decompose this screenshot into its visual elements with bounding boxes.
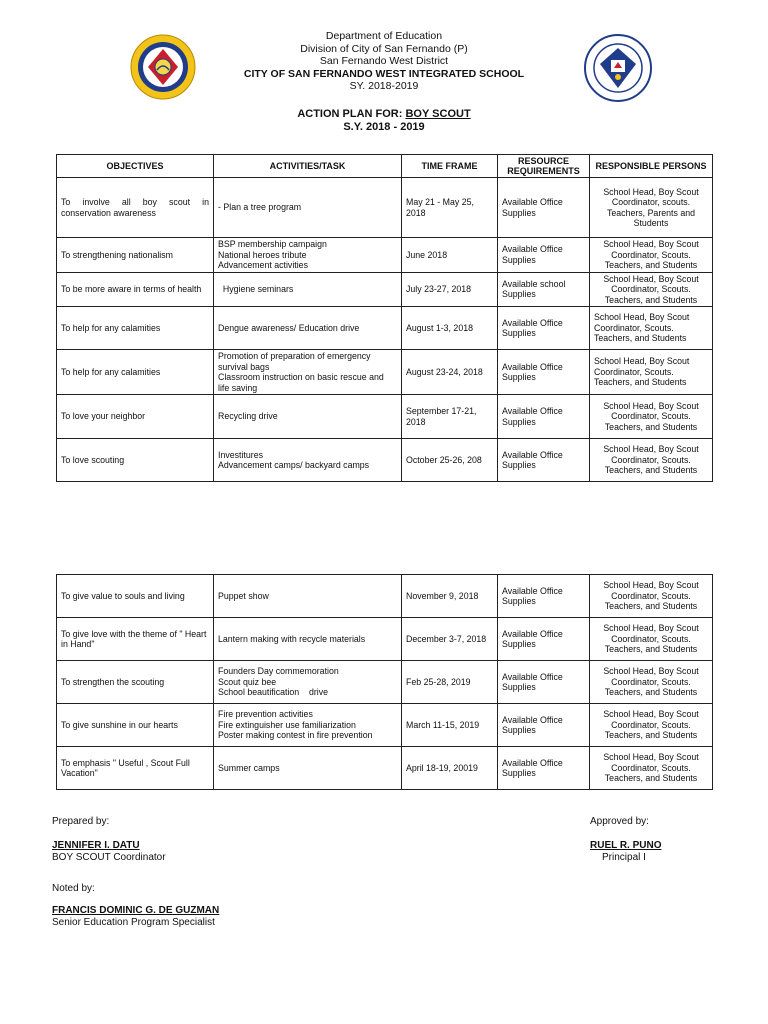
table-row [57, 178, 713, 238]
plan-title-subject: BOY SCOUT [405, 108, 471, 120]
activities-cell [214, 350, 402, 395]
activity-item: Advancement camps/ backyard camps [218, 460, 370, 470]
objective-cell: To love your neighbor [57, 395, 214, 439]
responsible-cell: School Head, Boy Scout Coordinator, Scouts. Teachers, and Students [590, 618, 713, 661]
responsible-cell: School Head, Boy Scout Coordinator, Scouts. Teachers, and Students [590, 272, 713, 307]
responsible-cell: School Head, Boy Scout Coordinator, Scouts. Teachers, and Students [590, 747, 713, 790]
activities-cell [214, 661, 402, 704]
activities-cell [214, 704, 402, 747]
table-row [57, 661, 713, 704]
activities-cell [214, 178, 402, 238]
time-frame-cell: April 18-19, 20019 [402, 747, 498, 790]
resource-cell: Available school Supplies [498, 272, 590, 307]
time-frame-cell: July 23-27, 2018 [402, 272, 498, 307]
resource-cell: Available Office Supplies [498, 395, 590, 439]
time-frame-cell: November 9, 2018 [402, 575, 498, 618]
activity-item: Puppet show [218, 590, 269, 601]
header-activities: ACTIVITIES/TASK [214, 155, 402, 178]
resource-cell: Available Office Supplies [498, 178, 590, 238]
table-row [57, 238, 713, 273]
approved-label: Approved by: [590, 816, 649, 827]
time-frame-cell: Feb 25-28, 2019 [402, 661, 498, 704]
header-responsible: RESPONSIBLE PERSONS [590, 155, 713, 178]
school-name: CITY OF SAN FERNANDO WEST INTEGRATED SCHOOL [243, 67, 525, 80]
noted-name: FRANCIS DOMINIC G. DE GUZMAN [52, 905, 220, 916]
time-frame-cell: May 21 - May 25, 2018 [402, 178, 498, 238]
activity-item: Advancement activities [218, 260, 308, 270]
responsible-cell: School Head, Boy Scout Coordinator, Scouts. Teachers, and Students [590, 238, 713, 273]
objective-cell: To strengthening nationalism [57, 238, 214, 273]
activity-item: Hygiene seminars [218, 284, 294, 294]
header-objectives: OBJECTIVES [57, 155, 214, 178]
resource-cell: Available Office Supplies [498, 307, 590, 350]
table-row [57, 618, 713, 661]
header-time-frame: TIME FRAME [402, 155, 498, 178]
time-frame-cell: October 25-26, 208 [402, 439, 498, 482]
table-row [57, 747, 713, 790]
noted-label: Noted by: [52, 883, 95, 894]
header-resource: RESOURCE REQUIREMENTS [498, 155, 590, 178]
activity-item: BSP membership campaign [218, 239, 327, 249]
activity-item: Promotion of preparation of emergency survival bags [218, 351, 374, 372]
responsible-cell: School Head, Boy Scout Coordinator, Scouts. Teachers, and Students [590, 395, 713, 439]
activities-cell [214, 238, 402, 273]
time-frame-cell: August 1-3, 2018 [402, 307, 498, 350]
plan-title-prefix: ACTION PLAN FOR: [297, 108, 406, 120]
prepared-name: JENNIFER I. DATU [52, 840, 140, 851]
resource-cell: Available Office Supplies [498, 661, 590, 704]
activities-cell [214, 272, 402, 307]
activity-item: Dengue awareness/ Education drive [218, 322, 360, 333]
resource-cell: Available Office Supplies [498, 439, 590, 482]
activities-cell [214, 439, 402, 482]
approved-block [590, 816, 662, 864]
activity-item: Lantern making with recycle materials [218, 633, 366, 644]
activity-item: Fire prevention activities [218, 709, 313, 720]
activity-item: Summer camps [218, 762, 280, 773]
resource-cell: Available Office Supplies [498, 575, 590, 618]
action-plan-table-continued [56, 574, 713, 790]
responsible-cell: School Head, Boy Scout Coordinator, Scouts. Teachers, and Students [590, 704, 713, 747]
letterhead [0, 30, 768, 93]
school-year: SY. 2018-2019 [349, 80, 419, 92]
activities-cell [214, 747, 402, 790]
responsible-cell: School Head, Boy Scout Coordinator, Scouts. Teachers, and Students [590, 307, 713, 350]
division-line: Division of City of San Fernando (P) [300, 42, 468, 55]
district-line: San Fernando West District [319, 55, 449, 67]
objective-cell: To give love with the theme of " Heart in Hand" [57, 618, 214, 661]
objective-cell: To give value to souls and living [57, 575, 214, 618]
plan-title [0, 108, 768, 133]
prepared-label: Prepared by: [52, 816, 110, 827]
activities-cell [214, 395, 402, 439]
activity-item: Founders Day commemoration [218, 666, 339, 677]
time-frame-cell: December 3-7, 2018 [402, 618, 498, 661]
resource-cell: Available Office Supplies [498, 618, 590, 661]
department-line: Department of Education [325, 30, 443, 42]
time-frame-cell: June 2018 [402, 238, 498, 273]
resource-cell: Available Office Supplies [498, 704, 590, 747]
responsible-cell: School Head, Boy Scout Coordinator, Scouts. Teachers, and Students [590, 439, 713, 482]
noted-title: Senior Education Program Specialist [52, 917, 215, 928]
activities-cell [214, 575, 402, 618]
responsible-cell: School Head, Boy Scout Coordinator, Scouts. Teachers, and Students [590, 575, 713, 618]
resource-cell: Available Office Supplies [498, 747, 590, 790]
objective-cell: To help for any calamities [57, 350, 214, 395]
objective-cell: To involve all boy scout in conservation awareness [57, 178, 214, 238]
resource-cell: Available Office Supplies [498, 350, 590, 395]
table-row [57, 575, 713, 618]
time-frame-cell: March 11-15, 2019 [402, 704, 498, 747]
responsible-cell: School Head, Boy Scout Coordinator, Scouts. Teachers, and Students [590, 350, 713, 395]
plan-sy: S.Y. 2018 - 2019 [343, 120, 425, 133]
prepared-block [52, 816, 166, 864]
activity-item: - Plan a tree program [218, 202, 302, 213]
table-row [57, 350, 713, 395]
activity-item: Investitures [218, 449, 263, 460]
activity-item: National heroes tribute [218, 249, 307, 260]
activities-cell [214, 618, 402, 661]
objective-cell: To be more aware in terms of health [57, 272, 214, 307]
objective-cell: To strengthen the scouting [57, 661, 214, 704]
objective-cell: To give sunshine in our hearts [57, 704, 214, 747]
activity-item: Fire extinguisher use familiarization [218, 719, 356, 730]
time-frame-cell: August 23-24, 2018 [402, 350, 498, 395]
action-plan-table [56, 154, 713, 482]
noted-block [52, 883, 219, 929]
approved-name: RUEL R. PUNO [590, 840, 662, 851]
objective-cell: To love scouting [57, 439, 214, 482]
table-row [57, 439, 713, 482]
approved-title: Principal I [602, 852, 646, 863]
objective-cell: To help for any calamities [57, 307, 214, 350]
table-row [57, 395, 713, 439]
table-row [57, 272, 713, 307]
activity-item: Classroom instruction on basic rescue and life saving [218, 372, 387, 393]
time-frame-cell: September 17-21, 2018 [402, 395, 498, 439]
resource-cell: Available Office Supplies [498, 238, 590, 273]
table-row [57, 704, 713, 747]
table-row [57, 307, 713, 350]
responsible-cell: School Head, Boy Scout Coordinator, Scouts. Teachers, and Students [590, 661, 713, 704]
activity-item: Recycling drive [218, 411, 278, 422]
activities-cell [214, 307, 402, 350]
activity-item: School beautification drive [218, 687, 329, 698]
responsible-cell: School Head, Boy Scout Coordinator, scouts. Teachers, Parents and Students [590, 178, 713, 238]
activity-item: Scout quiz bee [218, 676, 277, 687]
objective-cell: To emphasis " Useful , Scout Full Vacation" [57, 747, 214, 790]
prepared-title: BOY SCOUT Coordinator [52, 852, 166, 863]
activity-item: Poster making contest in fire prevention [218, 730, 373, 741]
